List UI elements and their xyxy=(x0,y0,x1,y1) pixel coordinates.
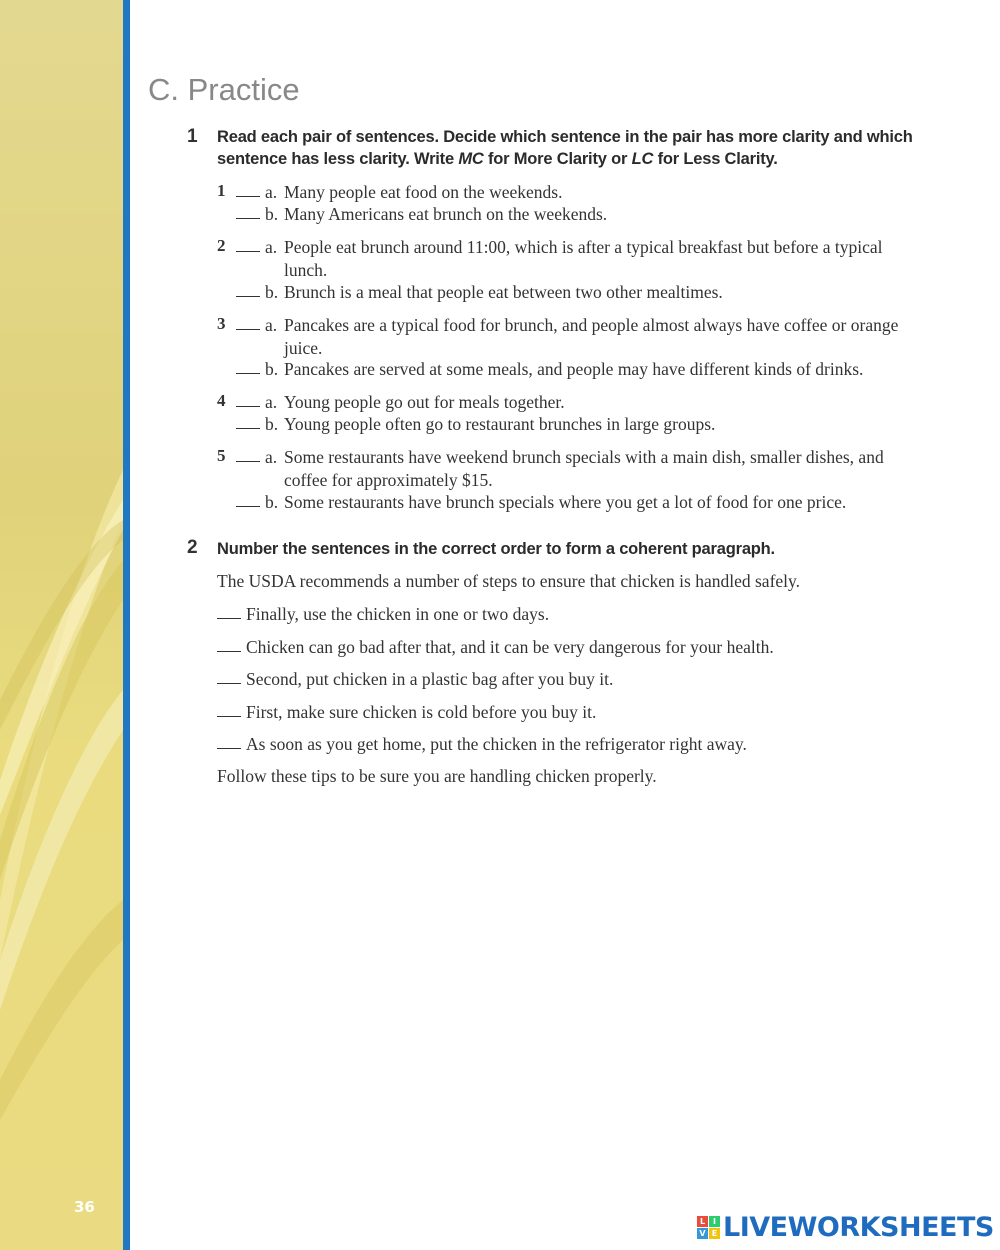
item-1-option-a: a. Many people eat food on the weekends. xyxy=(236,181,926,204)
item-2-option-b: b. Brunch is a meal that people eat between two other mealtimes. xyxy=(236,281,926,304)
answer-blank[interactable] xyxy=(236,203,260,219)
item-number: 3 xyxy=(217,314,226,333)
item-5-option-a: a. Some restaurants have weekend brunch specials with a main dish, smaller dishes, and coffee for approximately $15. xyxy=(236,446,926,491)
answer-blank[interactable] xyxy=(236,446,260,462)
answer-blank[interactable] xyxy=(236,236,260,252)
item-5-option-b: b. Some restaurants have brunch specials where you get a lot of food for one price. xyxy=(236,491,926,514)
item-number: 1 xyxy=(217,181,226,200)
exercise-2-instruction: Number the sentences in the correct order to form a coherent paragraph. xyxy=(217,540,775,558)
item-3-option-b: b. Pancakes are served at some meals, and people may have different kinds of drinks. xyxy=(236,358,936,381)
item-3-option-a: a. Pancakes are a typical food for brunch, and people almost always have coffee or orange juice. xyxy=(236,314,926,359)
answer-blank[interactable] xyxy=(217,668,241,684)
ordering-sentence: As soon as you get home, put the chicken in the refrigerator right away. xyxy=(217,733,917,755)
exercise-2-number: 2 xyxy=(187,537,198,558)
paragraph-intro: The USDA recommends a number of steps to ensure that chicken is handled safely. xyxy=(217,571,801,591)
exercise-1-instruction: Read each pair of sentences. Decide which sentence in the pair has more clarity and which sentence has less clarity. Write MC for More Clarity or LC for Less Clarity. xyxy=(217,128,913,168)
item-4-option-a: a. Young people go out for meals together. xyxy=(236,391,926,414)
answer-blank[interactable] xyxy=(217,733,241,749)
exercise-1-number: 1 xyxy=(187,126,198,147)
ordering-sentence: Chicken can go bad after that, and it can be very dangerous for your health. xyxy=(217,636,917,658)
item-number: 4 xyxy=(217,391,226,410)
item-2-option-a: a. People eat brunch around 11:00, which is after a typical breakfast but before a typical lunch. xyxy=(236,236,926,281)
answer-blank[interactable] xyxy=(236,413,260,429)
ordering-sentence: Finally, use the chicken in one or two days. xyxy=(217,603,917,625)
page-number: 36 xyxy=(74,1198,95,1216)
blue-divider-bar xyxy=(123,0,130,1250)
item-number: 2 xyxy=(217,236,226,255)
answer-blank[interactable] xyxy=(236,281,260,297)
answer-blank[interactable] xyxy=(236,358,260,374)
item-number: 5 xyxy=(217,446,226,465)
section-title: C. Practice xyxy=(148,72,300,107)
answer-blank[interactable] xyxy=(217,636,241,652)
live-logo-icon: L I V E xyxy=(697,1216,720,1239)
book-pages-illustration xyxy=(0,0,123,1250)
item-1-option-b: b. Many Americans eat brunch on the weekends. xyxy=(236,203,926,226)
paragraph-closing: Follow these tips to be sure you are handling chicken properly. xyxy=(217,766,657,786)
liveworksheets-logo xyxy=(697,1212,994,1243)
answer-blank[interactable] xyxy=(236,391,260,407)
item-4-option-b: b. Young people often go to restaurant brunches in large groups. xyxy=(236,413,926,436)
answer-blank[interactable] xyxy=(217,603,241,619)
answer-blank[interactable] xyxy=(236,491,260,507)
answer-blank[interactable] xyxy=(217,701,241,717)
ordering-sentence: First, make sure chicken is cold before you buy it. xyxy=(217,701,917,723)
answer-blank[interactable] xyxy=(236,181,260,197)
brand-name: LIVEWORKSHEETS xyxy=(723,1212,994,1243)
answer-blank[interactable] xyxy=(236,314,260,330)
ordering-sentence: Second, put chicken in a plastic bag after you buy it. xyxy=(217,668,917,690)
decorative-page-strip xyxy=(0,0,123,1250)
